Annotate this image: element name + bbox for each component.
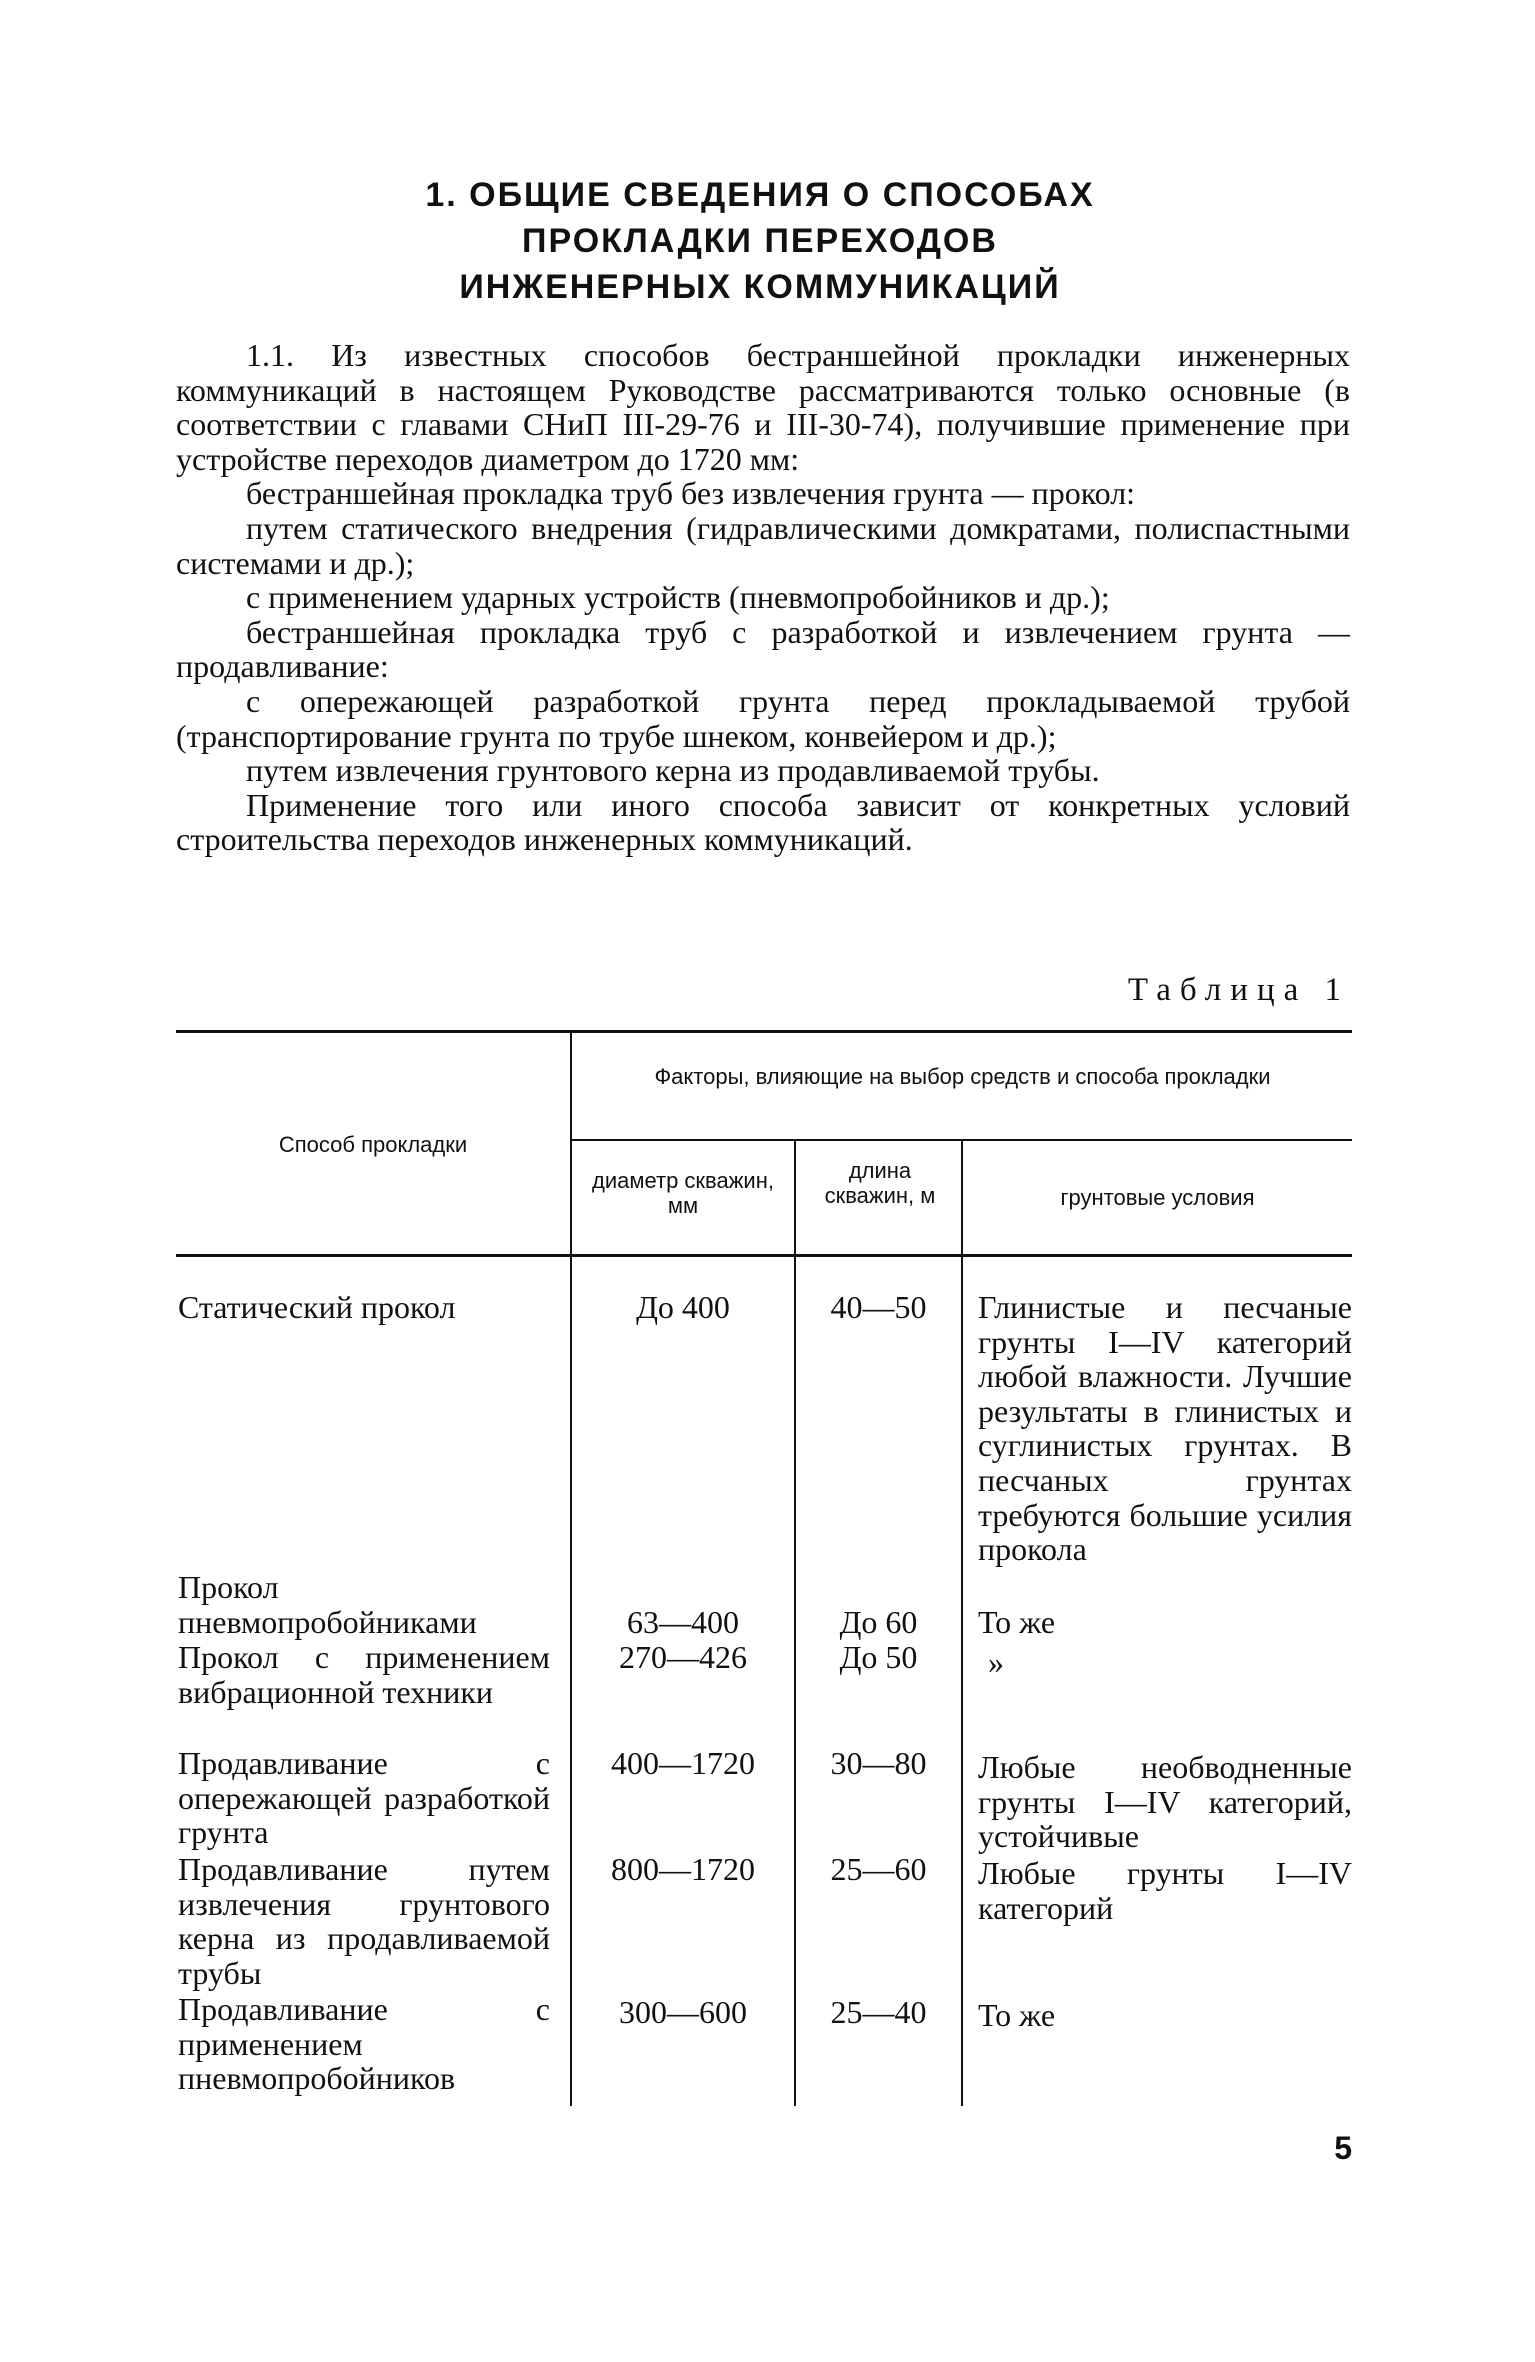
table-row-3-method: Прокол с применением вибрационной техники xyxy=(178,1639,550,1710)
heading-line-1: 1. ОБЩИЕ СВЕДЕНИЯ О СПОСОБАХ xyxy=(425,176,1095,214)
header-soil: грунтовые условия xyxy=(1060,1185,1255,1210)
paragraph-static: путем статического внедрения (гидравлическими домкратами, полиспастными системами и др.); xyxy=(176,509,1350,581)
table-header-bottom-rule xyxy=(176,1254,1352,1257)
table-row-2-method: Прокол пневмопробойниками xyxy=(178,1569,477,1640)
heading-line-2: ПРОКЛАДКИ ПЕРЕХОДОВ xyxy=(522,222,998,260)
table-row-1-method: Статический прокол xyxy=(178,1289,456,1325)
table-row-4-length: 30—80 xyxy=(830,1745,927,1781)
table-row-2-diameter: 63—400 xyxy=(627,1604,739,1640)
table-caption: Таблица 1 xyxy=(1127,972,1350,1008)
paragraph-conditions: Применение того или иного способа зависит от конкретных условий строительства переходов инженерных коммуникаций. xyxy=(176,786,1350,858)
table-row-3-soil: » xyxy=(988,1644,1004,1680)
header-method: Способ прокладки xyxy=(278,1132,468,1157)
paragraph-advance: с опережающей разработкой грунта перед прокладываемой трубой (транспортирование грунта по трубе шнеком, конвейером и др.); xyxy=(176,682,1350,754)
table-row-6-method: Продавливание с применением пневмопробойников xyxy=(178,1991,550,2097)
paragraph-core: путем извлечения грунтового керна из продавливаемой трубы. xyxy=(246,752,1100,789)
column-rule-3 xyxy=(961,1141,963,2106)
header-factors: Факторы, влияющие на выбор средств и способа прокладки xyxy=(654,1064,1271,1089)
table-top-rule xyxy=(176,1030,1352,1033)
paragraph-prodavlivanie: бестраншейная прокладка труб с разработкой и извлечением грунта — продавливание: xyxy=(176,613,1350,685)
paragraph-1-1: 1.1. Из известных способов бестраншейной прокладки инженерных коммуникаций в настоящем Руководстве рассматриваются только основные (в соответствии с главами СНиП III-29-76 и III-30-74), получившие применение при устройстве переходов диаметром до 1720 мм: xyxy=(176,337,1350,477)
table-row-5-length: 25—60 xyxy=(830,1851,927,1887)
column-rule-1 xyxy=(570,1033,572,2106)
table-row-2-length: До 60 xyxy=(839,1604,918,1640)
table-row-1-length: 40—50 xyxy=(830,1289,927,1325)
table-row-4-diameter: 400—1720 xyxy=(611,1745,755,1781)
paragraph-prokol: бестраншейная прокладка труб без извлечения грунта — прокол: xyxy=(246,475,1136,512)
section-heading xyxy=(170,172,1350,310)
table-row-6-diameter: 300—600 xyxy=(619,1994,747,2030)
page-number: 5 xyxy=(1334,2130,1352,2166)
table-row-2-soil: То же xyxy=(978,1604,1056,1640)
header-length: длина скважин, м xyxy=(824,1158,936,1208)
table-row-5-soil: Любые грунты I—IV категорий xyxy=(978,1855,1352,1926)
paragraph-impact: с применением ударных устройств (пневмопробойников и др.); xyxy=(246,579,1110,616)
table-row-1-soil: Глинистые и песчаные грунты I—IV категорий любой влажности. Лучшие результаты в глинистых и суглинистых грунтах. В песчаных грунтах требуются большие усилия прокола xyxy=(978,1289,1352,1568)
body-text xyxy=(176,338,1350,857)
table-row-5-diameter: 800—1720 xyxy=(611,1851,755,1887)
table-row-5-method: Продавливание путем извлечения грунтового керна из продавливаемой трубы xyxy=(178,1851,550,1991)
header-diameter: диаметр скважин, мм xyxy=(592,1168,774,1218)
table-row-4-method: Продавливание с опережающей разработкой грунта xyxy=(178,1745,550,1851)
table-row-6-soil: То же xyxy=(978,1997,1056,2033)
table-row-4-soil: Любые необводненные грунты I—IV категорий, устойчивые xyxy=(978,1749,1352,1855)
table-row-3-diameter: 270—426 xyxy=(619,1639,747,1675)
table-row-1-diameter: До 400 xyxy=(636,1289,730,1325)
heading-line-3: ИНЖЕНЕРНЫХ КОММУНИКАЦИЙ xyxy=(459,268,1061,306)
table-row-3-length: До 50 xyxy=(839,1639,918,1675)
table-row-6-length: 25—40 xyxy=(830,1994,927,2030)
